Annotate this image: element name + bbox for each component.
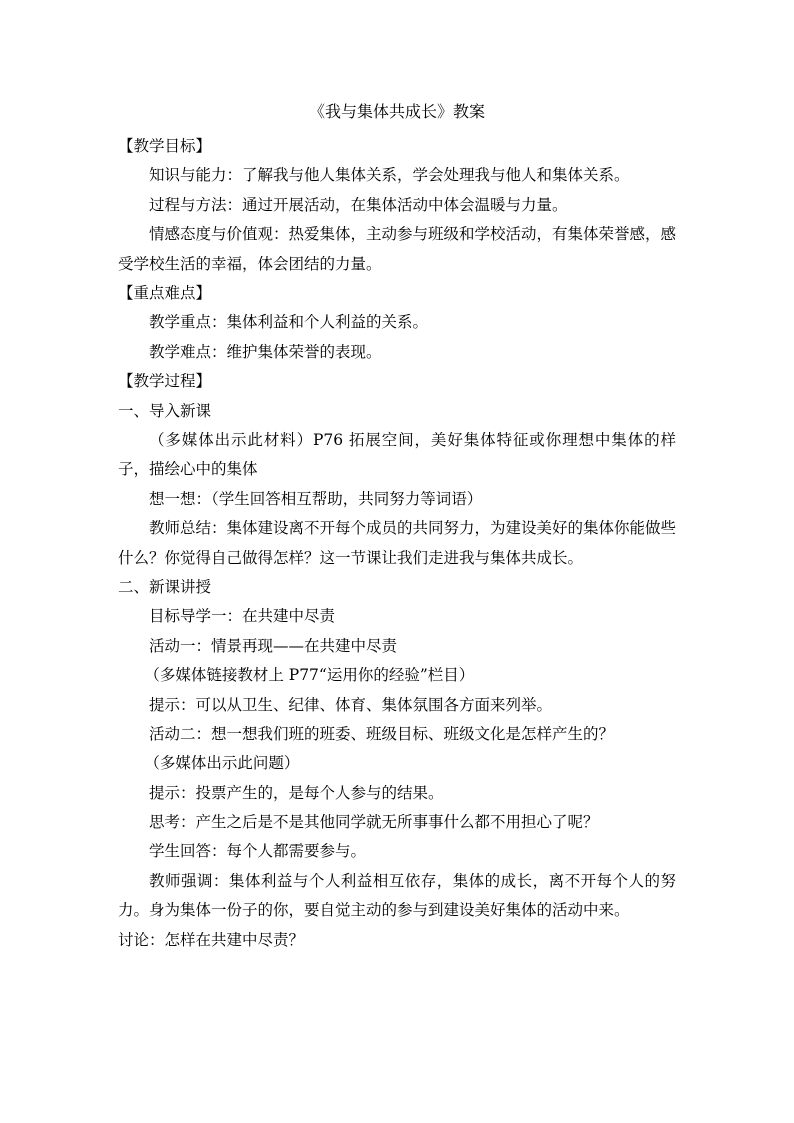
document-body <box>118 132 676 955</box>
teacher-emphasis: 教师强调：集体利益与个人利益相互依存，集体的成长，离不开每个人的努力。身为集体一份子的你，要自觉主动的参与到建设美好集体的活动中来。 <box>118 871 676 920</box>
section-heading-process: 【教学过程】 <box>118 372 212 391</box>
activity-1: 活动一：情景再现——在共建中尽责 <box>149 636 398 655</box>
goal-process: 过程与方法：通过开展活动，在集体活动中体会温暖与力量。 <box>149 195 568 214</box>
difficulty: 教学难点：维护集体荣誉的表现。 <box>149 342 382 361</box>
part1-heading: 一、导入新课 <box>118 401 212 420</box>
part1-media-note: （多媒体出示此材料）P76 拓展空间，美好集体特征或你理想中集体的样子，描绘心中的集体 <box>118 430 676 479</box>
section-heading-focus: 【重点难点】 <box>118 283 212 302</box>
goal-attitude: 情感态度与价值观：热爱集体，主动参与班级和学校活动，有集体荣誉感，感受学校生活的幸福，体会团结的力量。 <box>118 225 677 273</box>
document-title: 《我与集体共成长》教案 <box>308 102 485 121</box>
tip-1: 提示：可以从卫生、纪律、体育、集体氛围各方面来列举。 <box>149 695 553 714</box>
section-heading-goals: 【教学目标】 <box>118 137 212 155</box>
tip-2: 提示：投票产生的，是每个人参与的结果。 <box>149 783 444 802</box>
guide-1: 目标导学一：在共建中尽责 <box>149 607 336 626</box>
key-point: 教学重点：集体利益和个人利益的关系。 <box>149 313 429 332</box>
activity-2-media-note: （多媒体出示此问题） <box>144 754 300 773</box>
part1-think: 想一想：（学生回答相互帮助，共同努力等词语） <box>149 489 483 508</box>
student-answer: 学生回答：每个人都需要参与。 <box>149 842 367 861</box>
discussion: 讨论：怎样在共建中尽责？ <box>118 930 305 949</box>
think-2: 思考：产生之后是不是其他同学就无所事事什么都不用担心了呢？ <box>149 813 599 832</box>
goal-knowledge: 知识与能力：了解我与他人集体关系，学会处理我与他人和集体关系。 <box>149 166 630 185</box>
part1-summary: 教师总结：集体建设离不开每个成员的共同努力，为建设美好的集体你能做些什么？你觉得自己做得怎样？这一节课让我们走进我与集体共成长。 <box>118 519 677 567</box>
part2-heading: 二、新课讲授 <box>118 577 212 596</box>
activity-2: 活动二：想一想我们班的班委、班级目标、班级文化是怎样产生的？ <box>149 724 615 743</box>
activity-1-media-note: （多媒体链接教材上 P77“运用你的经验”栏目） <box>144 666 475 685</box>
